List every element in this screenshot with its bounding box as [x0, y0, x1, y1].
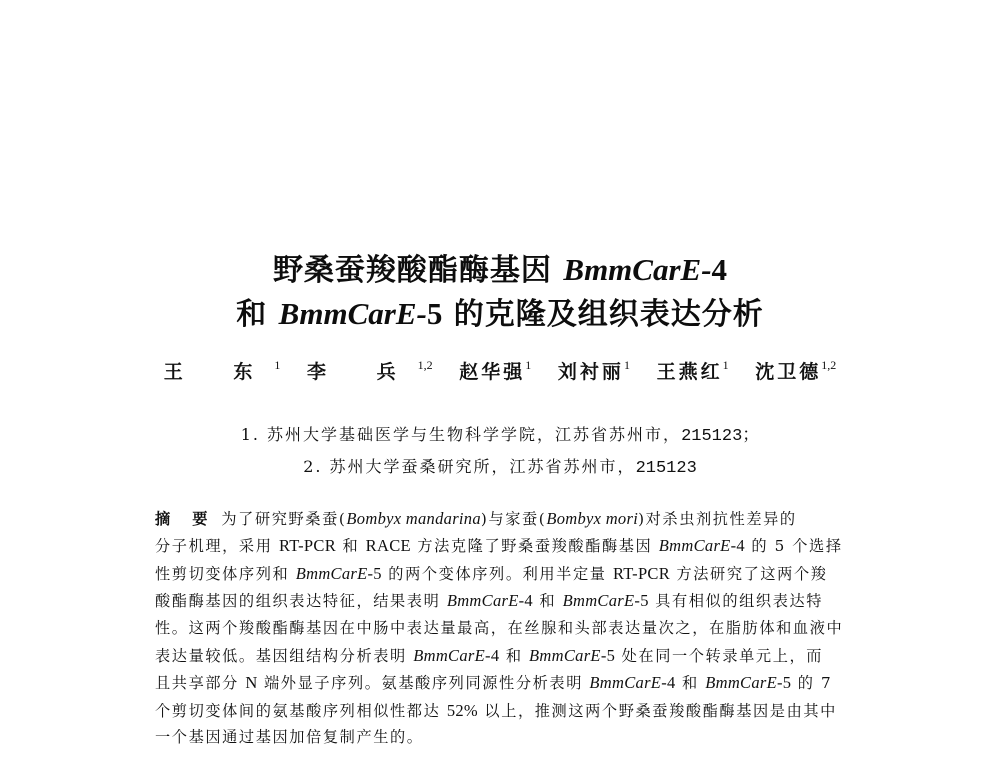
abstract-text: )对杀虫剂抗性差异的 — [638, 510, 797, 528]
abstract-text: 和 — [532, 592, 563, 611]
abstract-line — [155, 532, 860, 559]
abstract-line — [155, 587, 860, 614]
abstract-text: 处在同一个转录单元上，而 — [615, 646, 824, 665]
author — [558, 358, 630, 386]
author-name: 沈卫德 — [755, 361, 822, 383]
abstract-text: 的 5 个选择 — [744, 537, 843, 556]
affiliation-2 — [0, 452, 1000, 484]
author-list — [0, 358, 1000, 386]
author — [657, 358, 729, 386]
postcode: 215123 — [635, 459, 697, 478]
abstract-line — [155, 505, 860, 532]
abstract-text: 且共享部分 — [155, 674, 246, 693]
abstract-line — [155, 697, 860, 724]
latin-term: RT-PCR — [278, 536, 337, 556]
paper-title — [0, 248, 1000, 336]
title-text: 的克隆及组织表达分析 — [442, 297, 764, 332]
abstract-text: 以上，推测这两个野桑蚕羧酸酯酶基因是由其中 — [477, 701, 837, 720]
affiliation-marker: 1,2 — [821, 358, 837, 372]
latin-term: N — [245, 673, 258, 693]
abstract-text: 表达量较低。基因组结构分析表明 — [155, 646, 414, 665]
affiliation-marker: 1 — [525, 358, 532, 372]
italic-term: BmmCarE — [413, 645, 486, 665]
abstract-text: 分子机理，采用 — [155, 537, 279, 556]
title-line-2 — [0, 292, 1000, 336]
author — [164, 358, 281, 386]
italic-term: BmmCarE — [705, 673, 777, 693]
author-name: 李 兵 — [307, 361, 418, 383]
abstract-text: 个剪切变体间的氨基酸序列相似性都达 — [155, 701, 447, 720]
title-line-1 — [0, 248, 1000, 292]
abstract-text: 性。这两个羧酸酯酶基因在中肠中表达量最高，在丝腺和头部表达量次之，在脂肪体和血液中 — [155, 618, 844, 637]
italic-term: BmmCarE — [562, 591, 635, 611]
author — [307, 358, 433, 386]
abstract — [155, 505, 860, 752]
title-text: 野桑蚕羧酸酯酶基因 — [272, 253, 564, 288]
author — [459, 358, 531, 386]
postcode: 215123； — [681, 427, 760, 446]
gene-label: BmmCarE- — [563, 252, 712, 287]
abstract-line — [155, 669, 860, 696]
abstract-text: 为了研究野桑蚕( — [221, 510, 347, 528]
gene-number: 4 — [711, 252, 728, 287]
italic-term: BmmCarE — [658, 536, 731, 556]
affiliation-marker: 1 — [274, 358, 281, 372]
abstract-text: 性剪切变体序列和 — [155, 564, 296, 583]
abstract-text: 的 7 — [791, 674, 833, 693]
affiliation-text: 1. 苏州大学基础医学与生物科学学院，江苏省苏州市， — [240, 425, 682, 444]
latin-term: -5 — [777, 673, 792, 693]
author-name: 赵华强 — [459, 361, 526, 383]
affiliation-list — [0, 420, 1000, 484]
latin-term: -5 — [634, 591, 649, 611]
gene-label: BmmCarE- — [278, 296, 427, 331]
abstract-text: 和 — [675, 674, 706, 693]
abstract-line — [155, 560, 860, 587]
italic-term: Bombyx mori — [546, 509, 639, 528]
italic-term: BmmCarE — [529, 645, 601, 665]
latin-term: 52% — [446, 700, 478, 720]
author-name: 王 东 — [163, 361, 275, 383]
affiliation-1 — [0, 420, 1000, 452]
abstract-text: 和 — [336, 537, 366, 556]
italic-term: BmmCarE — [295, 563, 368, 583]
affiliation-marker: 1 — [623, 358, 630, 372]
latin-term: RACE — [365, 536, 411, 556]
abstract-text: 和 — [499, 646, 530, 665]
affiliation-marker: 1,2 — [417, 358, 433, 372]
author — [755, 358, 836, 386]
italic-term: BmmCarE — [446, 591, 519, 611]
author-name: 刘衬丽 — [557, 361, 624, 383]
gene-number: 5 — [426, 296, 443, 331]
abstract-text: 一个基因通过基因加倍复制产生的。 — [155, 728, 424, 747]
abstract-line — [155, 642, 860, 669]
affiliation-marker: 1 — [722, 358, 729, 372]
gene-name — [563, 252, 727, 287]
italic-term: BmmCarE — [589, 673, 662, 693]
abstract-text: )与家蚕( — [480, 510, 547, 528]
latin-term: RT-PCR — [612, 563, 671, 583]
abstract-label-char: 要 — [192, 510, 208, 528]
italic-term: Bombyx mandarina — [346, 509, 481, 528]
abstract-text: 酸酯酶基因的组织表达特征，结果表明 — [155, 592, 447, 611]
abstract-label — [155, 510, 207, 528]
author-name: 王燕红 — [656, 361, 723, 383]
latin-term: -4 — [661, 673, 676, 693]
abstract-text: 方法研究了这两个羧 — [670, 564, 828, 583]
abstract-line — [155, 724, 860, 751]
abstract-text: 端外显子序列。氨基酸序列同源性分析表明 — [257, 674, 590, 693]
latin-term: -5 — [367, 563, 382, 583]
abstract-line — [155, 615, 860, 642]
abstract-text: 方法克隆了野桑蚕羧酸酯酶基因 — [410, 537, 659, 556]
latin-term: -4 — [518, 591, 533, 611]
affiliation-text: 2. 苏州大学蚕桑研究所，江苏省苏州市， — [303, 457, 636, 476]
abstract-label-char: 摘 — [155, 510, 171, 528]
latin-term: -5 — [600, 645, 616, 665]
latin-term: -4 — [730, 536, 745, 556]
latin-term: -4 — [485, 645, 500, 665]
title-text: 和 — [236, 297, 279, 332]
abstract-text: 的两个变体序列。利用半定量 — [381, 564, 613, 583]
gene-name — [279, 296, 443, 331]
abstract-text: 具有相似的组织表达特 — [648, 592, 824, 611]
